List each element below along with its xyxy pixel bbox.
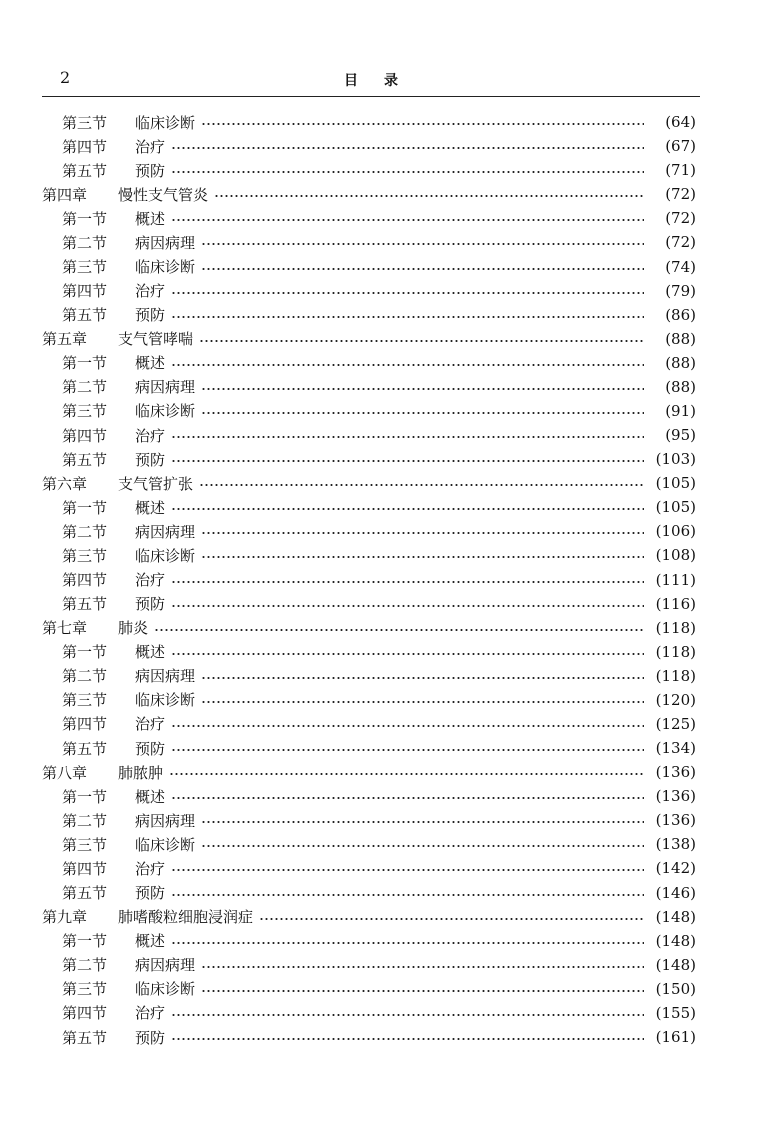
page-reference: (136) [655,763,696,782]
chapter-label: 第五章 [42,330,88,349]
section-title: 治疗 [135,571,166,590]
section-label: 第二节 [62,956,108,975]
section-label: 第一节 [62,498,108,517]
toc-chapter-row [0,327,772,351]
section-title: 治疗 [135,1004,166,1023]
page-reference: (146) [655,883,696,902]
toc-section-row [0,351,772,375]
dot-leader [171,581,644,583]
toc-section-row [0,784,772,808]
section-label: 第一节 [62,209,108,228]
section-title: 预防 [135,739,166,758]
chapter-title: 慢性支气管炎 [118,185,209,204]
dot-leader [201,966,644,968]
dot-leader [171,605,644,607]
page-reference: (71) [665,161,696,180]
dot-leader [201,845,644,847]
toc-chapter-row [0,760,772,784]
section-label: 第一节 [62,643,108,662]
page-reference: (138) [655,835,696,854]
dot-leader [171,797,644,799]
toc-chapter-row [0,471,772,495]
page-reference: (120) [655,690,696,709]
page-reference: (118) [655,618,696,637]
section-title: 病因病理 [135,667,196,686]
section-label: 第五节 [62,306,108,325]
section-label: 第五节 [62,884,108,903]
section-title: 临床诊断 [135,835,196,854]
dot-leader [171,364,644,366]
page-reference: (108) [655,546,696,565]
dot-leader [171,749,644,751]
page-reference: (106) [655,522,696,541]
section-title: 治疗 [135,715,166,734]
chapter-title: 支气管哮喘 [118,330,194,349]
page-reference: (150) [655,979,696,998]
page-reference: (148) [655,907,696,926]
dot-leader [201,556,644,558]
section-label: 第三节 [62,113,108,132]
page-reference: (72) [665,185,696,204]
page-reference: (74) [665,257,696,276]
page-reference: (91) [665,401,696,420]
section-label: 第二节 [62,378,108,397]
toc-section-row [0,495,772,519]
toc-section-row [0,110,772,134]
dot-leader [201,532,644,534]
section-label: 第一节 [62,354,108,373]
page-reference: (161) [655,1028,696,1046]
page-reference: (148) [655,955,696,974]
section-title: 病因病理 [135,378,196,397]
section-label: 第五节 [62,595,108,614]
dot-leader [171,436,644,438]
section-label: 第三节 [62,546,108,565]
section-title: 概述 [135,932,166,951]
toc-section-row [0,808,772,832]
page-reference: (125) [655,714,696,733]
chapter-label: 第八章 [42,763,88,782]
toc-chapter-row [0,616,772,640]
toc-section-row [0,399,772,423]
toc-section-row [0,1001,772,1025]
section-title: 临床诊断 [135,691,196,710]
section-label: 第四节 [62,859,108,878]
dot-leader [171,292,644,294]
toc-section-row [0,519,772,543]
dot-leader [171,219,644,221]
page-header [42,62,700,97]
section-label: 第四节 [62,137,108,156]
page-number: 2 [60,68,71,87]
dot-leader [199,340,644,342]
section-title: 病因病理 [135,233,196,252]
dot-leader [201,821,644,823]
section-label: 第二节 [62,811,108,830]
dot-leader [201,701,644,703]
section-label: 第五节 [62,161,108,180]
section-title: 概述 [135,787,166,806]
section-label: 第四节 [62,282,108,301]
toc-section-row [0,592,772,616]
section-label: 第五节 [62,1028,108,1047]
page-reference: (136) [655,811,696,830]
section-label: 第三节 [62,402,108,421]
section-label: 第四节 [62,715,108,734]
page-reference: (105) [655,474,696,493]
chapter-label: 第九章 [42,908,88,927]
toc-section-row [0,303,772,327]
page-reference: (88) [665,329,696,348]
dot-leader [171,1038,644,1040]
page-reference: (142) [655,859,696,878]
page-reference: (72) [665,233,696,252]
chapter-title: 肺炎 [118,619,149,638]
section-label: 第四节 [62,571,108,590]
toc-section-row [0,688,772,712]
section-title: 预防 [135,306,166,325]
toc-section-row [0,567,772,591]
section-label: 第四节 [62,426,108,445]
section-title: 概述 [135,643,166,662]
section-title: 病因病理 [135,811,196,830]
toc-section-row [0,977,772,1001]
dot-leader [199,484,644,486]
toc-section-row [0,158,772,182]
chapter-title: 肺脓肿 [118,763,164,782]
toc-section-row [0,206,772,230]
section-title: 概述 [135,209,166,228]
dot-leader [171,894,644,896]
dot-leader [171,942,644,944]
section-title: 预防 [135,161,166,180]
chapter-label: 第六章 [42,474,88,493]
section-title: 临床诊断 [135,980,196,999]
toc-section-row [0,254,772,278]
header-title: 目录 [344,73,424,89]
dot-leader [154,629,644,631]
section-label: 第一节 [62,932,108,951]
section-title: 临床诊断 [135,402,196,421]
section-label: 第三节 [62,691,108,710]
toc-section-row [0,664,772,688]
page-reference: (86) [665,305,696,324]
dot-leader [171,460,644,462]
page-reference: (88) [665,353,696,372]
dot-leader [171,508,644,510]
section-label: 第五节 [62,739,108,758]
page-reference: (72) [665,209,696,228]
page-reference: (95) [665,426,696,445]
toc-section-row [0,856,772,880]
page-reference: (105) [655,498,696,517]
toc-section-row [0,712,772,736]
toc-section-row [0,881,772,905]
dot-leader [201,990,644,992]
section-label: 第二节 [62,233,108,252]
section-label: 第三节 [62,980,108,999]
section-title: 治疗 [135,137,166,156]
section-label: 第三节 [62,258,108,276]
toc-chapter-row [0,182,772,206]
dot-leader [201,243,644,245]
page-reference: (111) [655,570,696,589]
dot-leader [171,725,644,727]
section-title: 治疗 [135,426,166,445]
toc-section-row [0,134,772,158]
chapter-title: 支气管扩张 [118,474,194,493]
section-title: 病因病理 [135,956,196,975]
section-title: 治疗 [135,859,166,878]
section-title: 临床诊断 [135,546,196,565]
page-reference: (134) [655,739,696,758]
toc-section-row [0,230,772,254]
page-reference: (155) [655,1003,696,1022]
section-title: 预防 [135,450,166,469]
table-of-contents [0,110,772,1049]
section-title: 预防 [135,1028,166,1047]
toc-section-row [0,1025,772,1049]
section-title: 预防 [135,595,166,614]
page-reference: (79) [665,281,696,300]
dot-leader [171,171,644,173]
dot-leader [201,412,644,414]
toc-section-row [0,423,772,447]
dot-leader [169,773,644,775]
dot-leader [201,388,644,390]
dot-leader [171,653,644,655]
page-reference: (136) [655,787,696,806]
section-title: 概述 [135,354,166,373]
section-title: 临床诊断 [135,258,196,276]
page-reference: (118) [655,642,696,661]
page-reference: (118) [655,666,696,685]
dot-leader [171,1014,644,1016]
page-reference: (116) [655,594,696,613]
chapter-title: 肺嗜酸粒细胞浸润症 [118,908,254,927]
toc-section-row [0,375,772,399]
dot-leader [171,869,644,871]
dot-leader [171,316,644,318]
section-label: 第五节 [62,450,108,469]
section-label: 第三节 [62,835,108,854]
page-reference: (103) [655,450,696,469]
dot-leader [201,268,644,270]
section-title: 预防 [135,884,166,903]
chapter-label: 第七章 [42,619,88,638]
toc-section-row [0,953,772,977]
page-reference: (148) [655,931,696,950]
section-label: 第一节 [62,787,108,806]
dot-leader [171,147,644,149]
page-reference: (64) [665,113,696,132]
section-title: 概述 [135,498,166,517]
toc-section-row [0,736,772,760]
section-label: 第四节 [62,1004,108,1023]
dot-leader [214,195,644,197]
page-reference: (67) [665,137,696,156]
section-title: 临床诊断 [135,113,196,132]
toc-section-row [0,447,772,471]
toc-section-row [0,279,772,303]
section-title: 病因病理 [135,522,196,541]
page-reference: (88) [665,377,696,396]
dot-leader [201,123,644,125]
dot-leader [201,677,644,679]
chapter-label: 第四章 [42,185,88,204]
section-label: 第二节 [62,667,108,686]
toc-section-row [0,832,772,856]
dot-leader [259,918,644,920]
section-title: 治疗 [135,282,166,301]
toc-section-row [0,640,772,664]
toc-section-row [0,543,772,567]
section-label: 第二节 [62,522,108,541]
toc-section-row [0,929,772,953]
toc-chapter-row [0,905,772,929]
